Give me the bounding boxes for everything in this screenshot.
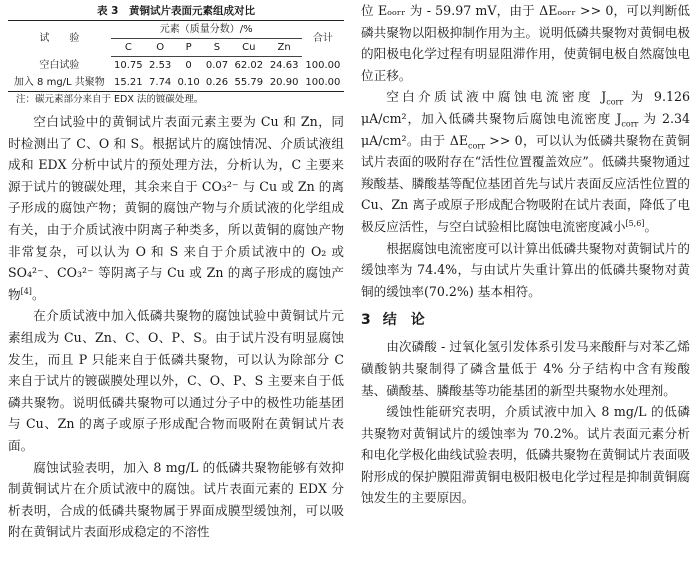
table-row: [8, 74, 344, 92]
paragraph-text: 为 2.34 μA/cm²。由于 ΔE: [361, 110, 690, 148]
subscript: corr: [468, 141, 485, 151]
element-header: S: [203, 39, 231, 57]
paragraph-end: 。: [31, 286, 45, 302]
table-cell: 0.26: [203, 74, 231, 92]
table-cell: 55.79: [231, 74, 266, 92]
table-cell: 10.75: [114, 60, 143, 71]
citation: [4]: [20, 286, 32, 296]
paragraph-text: 空白试验中的黄铜试片表面元素主要为 Cu 和 Zn，同时检测出了 C、O 和 S。根据试片的腐蚀情况、介质试液组成和 EDX 分析中试片的预处理方法，分析认为，C 主要来源于试片的镀碳处理，其余来自于 CO₃²⁻ 与 Cu 或 Zn 的离子形成的腐蚀产物；黄铜的腐蚀产物与介质试液的化学组成有关，由于介质试液中阴离子种类多，所以黄铜的腐蚀产物非常复杂，可以认为 O 和 S 来自于介质试液中的 O₂ 或 SO₄²⁻、CO₃²⁻ 等阴离子与 Cu 或 Zn 的离子形成的腐蚀产物: [8, 114, 344, 302]
table-caption: 表 3 黄铜试片表面元素组成对比: [97, 5, 255, 17]
paragraph: 由次磷酸 - 过氧化氢引发体系引发马来酸酐与对苯乙烯磺酸钠共聚制得了磷含量低于 4% 分子结构中含有羧酸基、磺酸基、膦酸基等功能基团的新型共聚物水处理剂。: [361, 339, 690, 398]
section-number: 3: [361, 312, 371, 329]
table-cell: 24.63: [269, 60, 299, 71]
paragraph-text: 为 9.126 μA/cm²，加入低磷共聚物后腐蚀电流密度 J: [361, 89, 690, 126]
subscript: corr: [621, 119, 639, 129]
element-header: P: [174, 39, 202, 57]
table-header-total: 合计: [302, 21, 344, 57]
row-label: 空白试验: [39, 59, 80, 71]
paragraph: 在介质试液中加入低磷共聚物的腐蚀试验中黄铜试片元素组成为 Cu、Zn、C、O、P、S。由于试片没有明显腐蚀发生，而且 P 只能来自于低磷共聚物，可以认为除部分 C 来自于试片的镀碳膜处理以外，C、O、P、S 主要来自于低磷共聚物。说明低磷共聚物可以通过分子中的极性功能基团与 Cu、Zn 的离子或原子形成配合物而吸附在黄铜试片表面。: [8, 308, 344, 453]
paragraph: [361, 86, 690, 237]
paragraph-end: 。: [644, 218, 658, 234]
table-note: 注：碳元素部分来自于 EDX 法的镀碳处理。: [16, 94, 204, 105]
element-header: Zn: [266, 39, 301, 57]
table-cell: 2.53: [149, 60, 172, 71]
paragraph-text: >> 0，可以认为低磷共聚物在黄铜试片表面的吸附存在“活性位置覆盖效应”。低磷共聚物通过羧酸基、膦酸基等配位基团首先与试片表面反应活性位置的 Cu、Zn 离子或原子形成配合物吸附在试片表面，降低了电极反应活性，与空白试验相比腐蚀电流密度减小: [361, 132, 690, 234]
table-cell: 100.00: [302, 74, 344, 92]
section-heading: [361, 308, 690, 332]
table-header-sample: 试 验: [8, 21, 111, 57]
row-label: 加入 8 mg/L 共聚物: [8, 74, 111, 92]
section-title: 结 论: [382, 312, 425, 329]
table-cell: 0.10: [174, 74, 202, 92]
table-header-elements: 元素（质量分数）/%: [111, 21, 302, 39]
table-cell: 7.74: [146, 74, 174, 92]
subscript: corr: [606, 97, 624, 107]
table-cell: 0.07: [205, 60, 229, 71]
paragraph-text: 空白介质试液中腐蚀电流密度 J: [386, 89, 607, 105]
right-column: [361, 0, 690, 509]
element-header: O: [146, 39, 174, 57]
table-cell: 100.00: [305, 59, 341, 71]
paragraph: [8, 111, 344, 305]
citation: [5,6]: [625, 218, 645, 228]
table-row: [8, 57, 344, 75]
table-cell: 20.90: [266, 74, 301, 92]
table-cell: 15.21: [111, 74, 146, 92]
element-header: C: [111, 39, 146, 57]
table-cell: 62.02: [234, 60, 264, 71]
paragraph: 腐蚀试验表明，加入 8 mg/L 的低磷共聚物能够有效抑制黄铜试片在介质试液中的腐蚀。试片表面元素的 EDX 分析表明，合成的低磷共聚物属于界面成膜型缓蚀剂，可以吸附在黄铜试片表面形成稳定的不溶性: [8, 459, 344, 540]
paragraph: 缓蚀性能研究表明，介质试液中加入 8 mg/L 的低磷共聚物对黄铜试片的缓蚀率为 70.2%。试片表面元素分析和电化学极化曲线试验表明，低磷共聚物在黄铜试片表面吸附形成的保护膜阻滞黄铜电极阳极电化学过程是抑制黄铜腐蚀发生的主要原因。: [361, 404, 690, 506]
element-header: Cu: [231, 39, 266, 57]
element-composition-table: [8, 20, 344, 92]
paragraph: 根据腐蚀电流密度可以计算出低磷共聚物对黄铜试片的缓蚀率为 74.4%，与由试片失重计算出的低磷共聚物对黄铜的缓蚀率(70.2%) 基本相符。: [361, 240, 690, 299]
table-cell: 0: [185, 60, 192, 71]
left-column: [8, 0, 344, 543]
paragraph: 位 Eₒₒᵣᵣ 为 - 59.97 mV，由于 ΔEₒₒᵣᵣ >> 0，可以判断低磷共聚物以阳极抑制作用为主。说明低磷共聚物对黄铜电极的阳极电化学过程有明显阻滞作用，使黄铜电极自然腐蚀电位正移。: [361, 3, 690, 83]
